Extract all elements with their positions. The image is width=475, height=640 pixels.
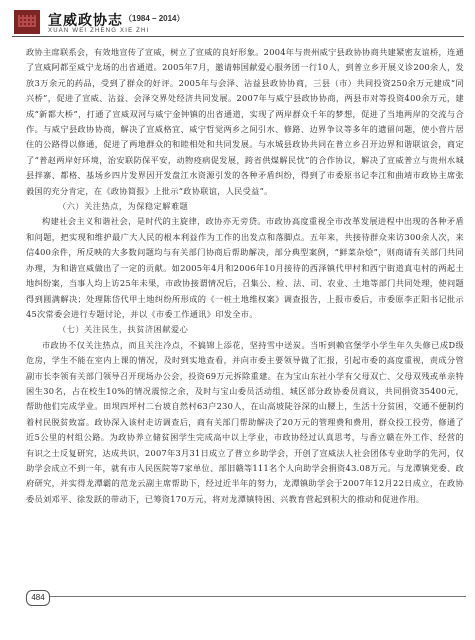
body-text	[26, 45, 464, 507]
book-title-pinyin: XUAN WEI ZHENG XIE ZHI	[48, 28, 150, 34]
body-paragraph: 市政协不仅关注热点，而且关注冷点，不搞锦上添花，坚持雪中送炭。当听到赖官堡学小学生年久失修已成D级危房，学生不能在室内上课的情况，及时到实地查看，并向市委主要领导做了汇报，引起市委的高度重视，责成分管副市长李领有关部门领导召开现场办公会，投资69万元拆除重建。在为宝山东社小学有父母双亡、父母双残或单亲特困生30名，占在校生10%的情况震惊之余，及时与宝山委员活动组、城区部分政协委员商议，共同捐资35400元，帮助他们完成学业。田坝四坪村二台坡自然村63户230人，在山高坡陡谷深的山腰上，生活十分贫困，交通不便制约着村民脱贫致富。政协深入该村走访调查后，商有关部门帮助解决了20万元的管理费和费用，群众投工投劳，修通了近5公里的村组公路。为政协养立储贫困学生完成高中以上学业，市政协经过认真思考，与香立赣在外工作、经营的有识之士反复研究，达成共识，2007年3月31日成立了普立乡助学会，开创了宣威法人社会团体专业助学的先河，仅助学会成立不到一年，就有市人民医院等7家单位、部旧赣等111名个人向助学会捐资43.08万元。与龙潭镇党委、政府研究，并实得龙潭霸的范龙云副主席帮助下，经过近半年的努力，龙潭镇助学会于2007年12月22日成立，在政协委员刘邓平、徐发跃的带动下，已筹资170万元，将对龙潭镇特困、兴教育营起到积大的推动和促进作用。	[26, 339, 464, 504]
page-header	[14, 6, 464, 40]
section-heading: （六）关注热点，为保稳定解难题	[58, 201, 189, 212]
footer-divider	[26, 596, 466, 597]
book-title: 宣威政协志	[48, 13, 123, 29]
book-years: （1984 – 2014）	[124, 14, 185, 23]
section-heading: （七）关注民生，扶贫济困献爱心	[58, 324, 189, 335]
cppcc-logo-icon	[14, 10, 40, 34]
body-paragraph: 政协主席联系会，有效地宣传了宣威，树立了宣威的良好形象。2004年与贵州威宁县政协协商共建紧密友谊桥，连通了宣威阿都至威宁龙场的出省通道。2005年7月，邀请韩国献爱心服务团一行10人，到普立乡开展义诊200余人，发放3万余元的药品，受到了群众的好评。2005年与会泽、沾益县政协协商，三县（市）共同投资250余万元建成“同兴桥”，促进了宣威、沾益、会泽交界处经济共同发展。2007年与威宁县政协协商，两县市对等投资400余万元，建成“新都大桥”，打通了宣威双河与威宁金钟镇的出省通道，实现了两岸群众千年的梦想，促进了当地两岸的交流与合作。与威宁县政协协商，解决了宣威格宜、威宁哲觉两乡之间引水、修路、边界争议等多年的遗留问题，使小营片居住的公路得以修通，促进了两地群众的和睦相处和共同发展。与水城县政协共同在普立乡召开边界和谐联谊会，商定了“普赵两岸好环境，治安联防保平安，动物疫病促发展，跨省供煤解民忧”的合作协议，解决了宣威普立与贵州水城县拌寨、都格、基场乡四片发界因开发盘江水资源引发的各种矛盾纠纷，得到了市委原书记李江和曲靖市政协主席张毅国的充分肯定，在《政协简报》上批示“政协联谊，人民受益”。	[26, 47, 464, 196]
page-number: 484	[26, 590, 50, 606]
body-paragraph: 构建社会主义和谐社会，是时代的主旋律，政协亦无旁贷。市政协高度重视全市改革发展进程中出现的各种矛盾和问题，把实现和维护最广大人民的根本利益作为工作的出发点和落脚点。五年来，共接待群众来访300余人次，来信400余件，所反映的大多数问题均与有关部门协商后帮助解决，部分典型案例，“鲜菜杂烩”，则商请有关部门共同办理，为和谐宣威做出了一定的贡献。如2005年4月和2006年10月接待的西泽镇代甲村和西宁街道真屯村的两起土地纠纷案，当事人均上访25年未果，市政协接谓情况后，召集公、检、法、司、农业、土地等部门共同处理，使问题得到圆满解决；处理陈岱代甲土地纠纷所形成的《一桩土地维权案》调查报告，上报市委后，市委原李正阳书记批示45次常委会进行专题讨论，并以《市委工作通讯》印发全市。	[26, 216, 464, 319]
header-divider	[12, 36, 464, 37]
